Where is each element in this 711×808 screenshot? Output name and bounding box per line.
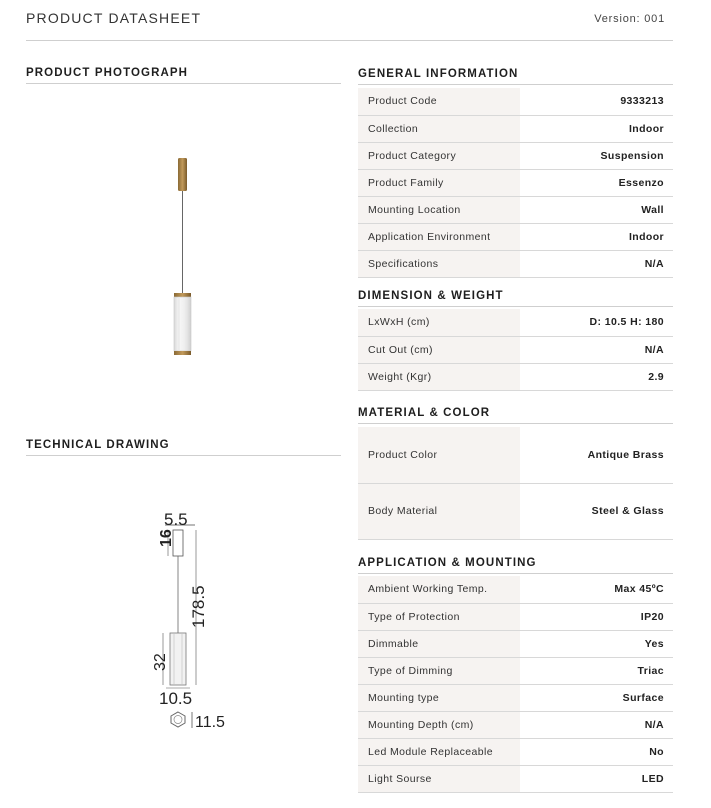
- dimension-weight-table: [358, 309, 673, 391]
- spec-row: [358, 427, 673, 483]
- spec-row: [358, 603, 673, 630]
- spec-row: [358, 738, 673, 765]
- spec-value: Suspension: [520, 142, 673, 169]
- spec-row: [358, 309, 673, 336]
- spec-value: No: [520, 738, 673, 765]
- spec-label: Product Family: [358, 169, 520, 196]
- spec-label: Product Code: [358, 88, 520, 115]
- dim-cable-length: 178.5: [189, 585, 208, 628]
- canopy: [178, 158, 187, 191]
- spec-value: LED: [520, 765, 673, 792]
- material-color-heading: MATERIAL & COLOR: [358, 407, 673, 424]
- spec-row: [358, 630, 673, 657]
- spec-label: Led Module Replaceable: [358, 738, 520, 765]
- spec-value: Indoor: [520, 115, 673, 142]
- bottom-cap: [174, 351, 191, 355]
- general-information-heading: GENERAL INFORMATION: [358, 68, 673, 85]
- spec-value: Antique Brass: [520, 427, 673, 483]
- spec-row: [358, 142, 673, 169]
- dim-body-width: 10.5: [159, 689, 193, 708]
- spec-value: Triac: [520, 657, 673, 684]
- spec-label: Product Category: [358, 142, 520, 169]
- spec-row: [358, 169, 673, 196]
- spec-value: Surface: [520, 684, 673, 711]
- header-bar: [26, 0, 673, 41]
- general-information-table: [358, 88, 673, 278]
- spec-row: [358, 115, 673, 142]
- spec-label: Product Color: [358, 427, 520, 483]
- spec-label: Body Material: [358, 483, 520, 539]
- spec-value: Steel & Glass: [520, 483, 673, 539]
- spec-row: [358, 363, 673, 390]
- spec-label: Type of Protection: [358, 603, 520, 630]
- version-label: Version: 001: [594, 13, 665, 25]
- spec-label: Collection: [358, 115, 520, 142]
- top-cap: [174, 293, 191, 297]
- spec-label: Mounting Depth (cm): [358, 711, 520, 738]
- glass-body: [174, 297, 191, 351]
- spec-row: [358, 483, 673, 539]
- spec-row: [358, 657, 673, 684]
- spec-value: 9333213: [520, 88, 673, 115]
- base-outline: [171, 712, 185, 727]
- dim-base-diameter: 11.5: [195, 714, 225, 731]
- spec-row: [358, 765, 673, 792]
- document-title: PRODUCT DATASHEET: [26, 10, 202, 26]
- spec-label: Type of Dimming: [358, 657, 520, 684]
- spec-value: N/A: [520, 711, 673, 738]
- product-photograph-heading: PRODUCT PHOTOGRAPH: [26, 67, 341, 84]
- spec-label: Cut Out (cm): [358, 336, 520, 363]
- technical-drawing-heading: TECHNICAL DRAWING: [26, 439, 341, 456]
- technical-drawing: [140, 505, 250, 740]
- spec-value: Yes: [520, 630, 673, 657]
- spec-row: [358, 576, 673, 603]
- dim-body-height: 32: [152, 653, 169, 671]
- spec-row: [358, 88, 673, 115]
- spec-label: Specifications: [358, 250, 520, 277]
- spec-value: N/A: [520, 336, 673, 363]
- spec-row: [358, 250, 673, 277]
- spec-value: Max 45ºC: [520, 576, 673, 603]
- spec-value: 2.9: [520, 363, 673, 390]
- spec-label: LxWxH (cm): [358, 309, 520, 336]
- spec-value: Essenzo: [520, 169, 673, 196]
- product-photograph: [150, 150, 220, 365]
- spec-row: [358, 711, 673, 738]
- spec-value: D: 10.5 H: 180: [520, 309, 673, 336]
- dim-top-height: 16: [158, 529, 175, 547]
- spec-label: Dimmable: [358, 630, 520, 657]
- spec-label: Mounting Location: [358, 196, 520, 223]
- spec-row: [358, 196, 673, 223]
- application-mounting-table: [358, 576, 673, 793]
- dimension-weight-heading: DIMENSION & WEIGHT: [358, 290, 673, 307]
- spec-value: N/A: [520, 250, 673, 277]
- spec-label: Weight (Kgr): [358, 363, 520, 390]
- spec-label: Application Environment: [358, 223, 520, 250]
- spec-row: [358, 223, 673, 250]
- spec-value: Wall: [520, 196, 673, 223]
- spec-label: Mounting type: [358, 684, 520, 711]
- spec-row: [358, 336, 673, 363]
- material-color-table: [358, 427, 673, 540]
- dim-top-width: 5.5: [164, 510, 188, 529]
- spec-value: Indoor: [520, 223, 673, 250]
- spec-row: [358, 684, 673, 711]
- spec-label: Light Sourse: [358, 765, 520, 792]
- spec-value: IP20: [520, 603, 673, 630]
- body-outline: [170, 633, 186, 685]
- application-mounting-heading: APPLICATION & MOUNTING: [358, 557, 673, 574]
- spec-label: Ambient Working Temp.: [358, 576, 520, 603]
